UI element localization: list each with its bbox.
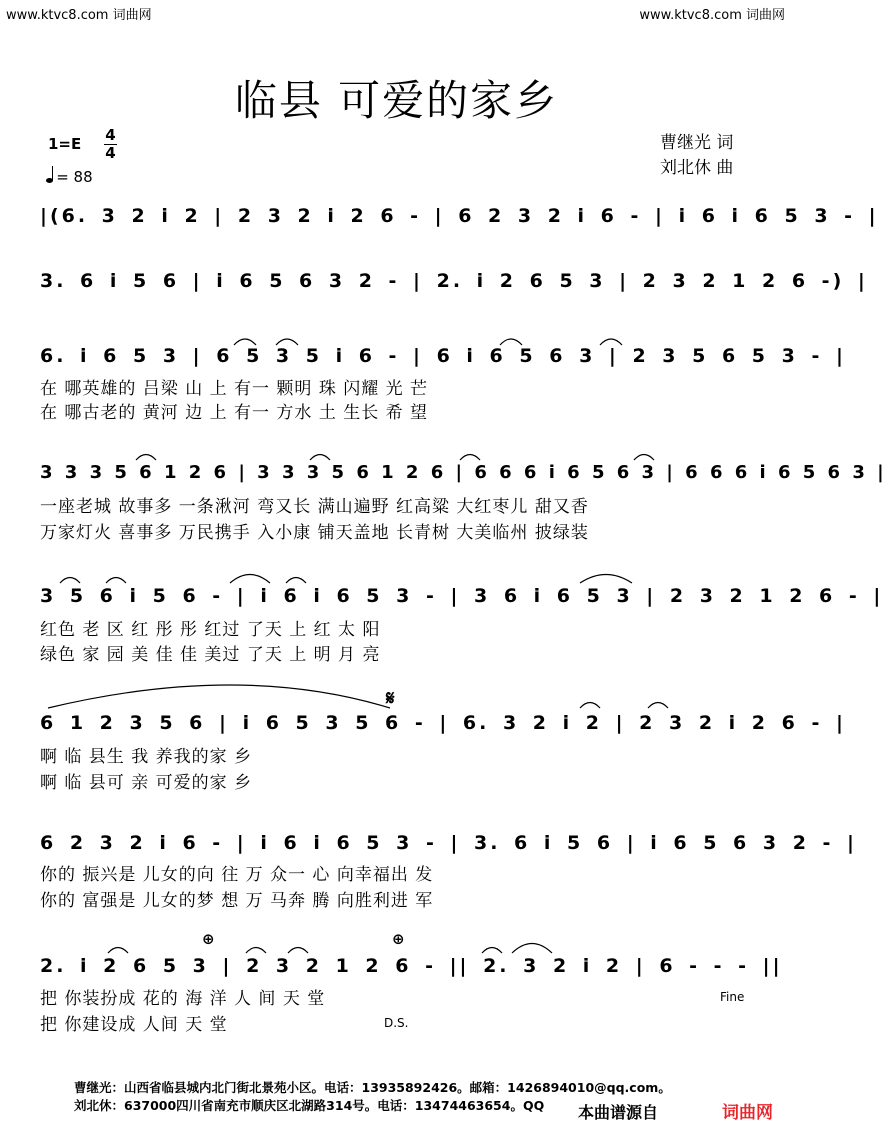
header-left: www.ktvc8.com 词曲网 (6, 8, 152, 23)
slur-arc (580, 703, 600, 709)
ds-marking: D.S. (384, 1016, 409, 1030)
slur-arc (106, 578, 126, 584)
slur-arc (500, 339, 522, 345)
slur-arc (246, 948, 266, 954)
lyric-row-8-verse-2: 把 你建设成 人间 天 堂 (40, 1015, 228, 1035)
site-logo[interactable]: 词曲网 (722, 1103, 773, 1123)
slur-arc (310, 455, 330, 461)
music-row-7: 6 2 3 2 i 6 - | i 6 i 6 5 3 - | 3. 6 i 5 6 | i 6 5 6 3 2 - | (40, 832, 857, 854)
lyric-row-8-verse-1: 把 你装扮成 花的 海 洋 人 间 天 堂 (40, 989, 326, 1009)
coda-sign-2: ⊕ (392, 930, 405, 948)
fine-marking: Fine (720, 990, 745, 1004)
time-signature-bottom: 4 (105, 144, 116, 162)
key-signature: 1=E (48, 135, 82, 153)
lyric-row-5-verse-1: 红色 老 区 红 彤 彤 红过 了天 上 红 太 阳 (40, 620, 381, 640)
slur-arc (634, 455, 654, 461)
header-right: www.ktvc8.com 词曲网 (639, 8, 785, 23)
music-row-5: 3 5 6 i 5 6 - | i 6 i 6 5 3 - | 3 6 i 6 5 3 | 2 3 2 1 2 6 - | (40, 585, 884, 607)
music-row-4: 3 3 3 5 6 1 2 6 | 3 3 3 5 6 1 2 6 | 6 6 6 i 6 5 6 3 | 6 6 6 i 6 5 6 3 | (40, 462, 886, 483)
composer-credit: 刘北休 曲 (660, 158, 734, 178)
song-title: 临县 可爱的家乡 (234, 76, 559, 125)
slur-arc (580, 575, 632, 584)
slur-arc (136, 455, 156, 461)
footer-line-1: 曹继光：山西省临县城内北门街北景苑小区。电话：13935892426。邮箱：1426894010@qq.com。 (74, 1080, 671, 1095)
segno-sign: 𝄋 (386, 686, 395, 710)
lyric-row-4-verse-1: 一座老城 故事多 一条湫河 弯又长 满山遍野 红高粱 大红枣儿 甜又香 (40, 497, 589, 517)
slur-arc (482, 948, 502, 954)
lyric-row-4-verse-2: 万家灯火 喜事多 万民携手 入小康 铺天盖地 长青树 大美临州 披绿装 (40, 523, 589, 543)
lyric-row-6-verse-2: 啊 临 县可 亲 可爱的家 乡 (40, 773, 253, 793)
slur-arc (48, 685, 390, 708)
slur-arc (60, 578, 80, 584)
music-row-2: 3. 6 i 5 6 | i 6 5 6 3 2 - | 2. i 2 6 5 3 | 2 3 2 1 2 6 -) | (40, 270, 868, 292)
lyric-row-3-verse-1: 在 哪英雄的 吕梁 山 上 有一 颗明 珠 闪耀 光 芒 (40, 379, 429, 399)
lyric-row-6-verse-1: 啊 临 县生 我 养我的家 乡 (40, 747, 253, 767)
slur-arc (460, 455, 480, 461)
music-row-8: 2. i 2 6 5 3 | 2 3 2 1 2 6 - || 2. 3 2 i 2 | 6 - - - || (40, 955, 783, 977)
slur-arc (512, 944, 552, 954)
lyric-row-3-verse-2: 在 哪古老的 黄河 边 上 有一 方水 土 生长 希 望 (40, 403, 429, 423)
footer-line-2: 刘北休：637000四川省南充市顺庆区北湖路314号。电话：13474463654。QQ (74, 1098, 545, 1113)
music-row-1: |(6. 3 2 i 2 | 2 3 2 i 2 6 - | 6 2 3 2 i 6 - | i 6 i 6 5 3 - | (40, 205, 879, 227)
slur-arc (600, 339, 622, 345)
lyric-row-7-verse-1: 你的 振兴是 儿女的向 往 万 众一 心 向幸福出 发 (40, 865, 434, 885)
slur-arc (286, 578, 306, 584)
slur-arc (108, 948, 128, 954)
source-note: 本曲谱源自 (578, 1103, 659, 1122)
lyricist-credit: 曹继光 词 (660, 133, 734, 153)
lyric-row-5-verse-2: 绿色 家 园 美 佳 佳 美过 了天 上 明 月 亮 (40, 645, 381, 665)
music-row-3: 6. i 6 5 3 | 6 5 3 5 i 6 - | 6 i 6 5 6 3 | 2 3 5 6 5 3 - | (40, 345, 846, 367)
slur-arc (234, 339, 256, 345)
music-row-6: 6 1 2 3 5 6 | i 6 5 3 5 6 - | 6. 3 2 i 2 | 2 3 2 i 2 6 - | (40, 712, 846, 734)
slur-arc (230, 575, 270, 584)
slur-arc (288, 948, 308, 954)
time-signature-top: 4 (105, 126, 116, 144)
tempo-value: = 88 (56, 168, 93, 186)
coda-sign-1: ⊕ (202, 930, 215, 948)
slur-arc (276, 339, 298, 345)
slur-arc (648, 703, 668, 709)
lyric-row-7-verse-2: 你的 富强是 儿女的梦 想 万 马奔 腾 向胜利进 军 (40, 891, 434, 911)
